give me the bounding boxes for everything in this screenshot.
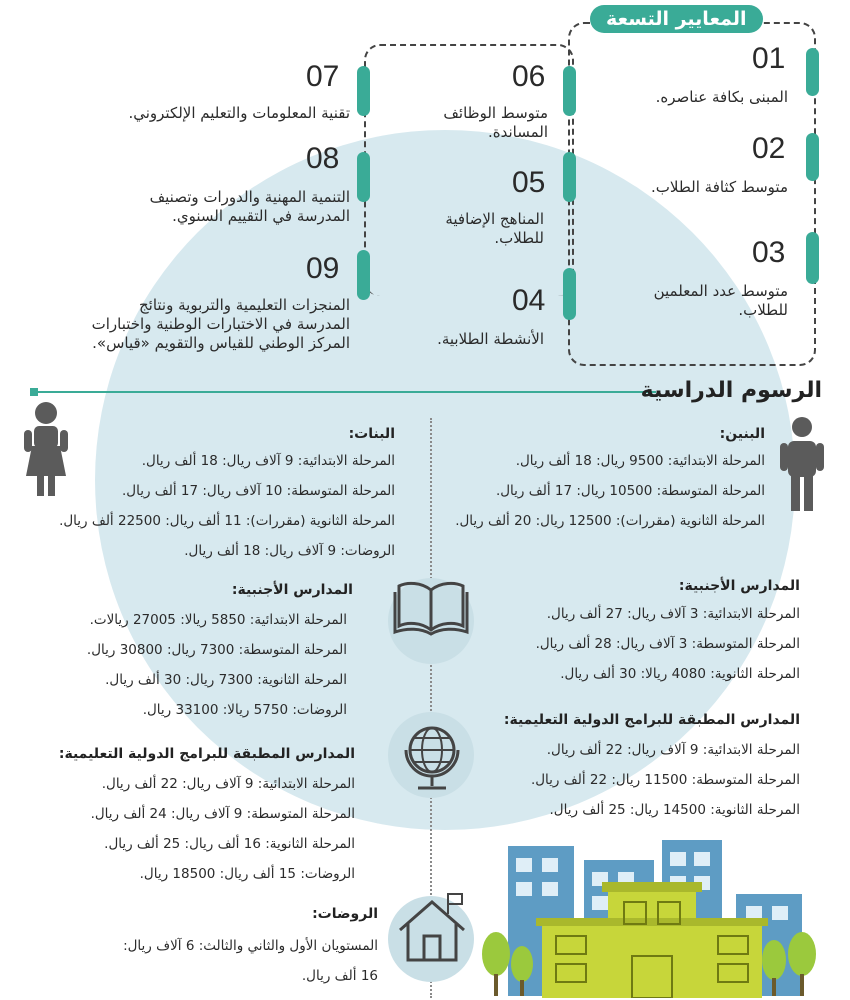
foreign-left-line-2: المرحلة المتوسطة: 7300 ريال: 30800 ريال. <box>86 642 347 658</box>
foreign-right-line-2: المرحلة المتوسطة: 3 آلاف ريال: 28 ألف ريال. <box>535 636 800 652</box>
criteria-text-07: تقنية المعلومات والتعليم الإلكتروني. <box>128 104 350 122</box>
criteria-text-05 <box>445 210 544 248</box>
boys-line-1: المرحلة الابتدائية: 9500 ريال: 18 ألف ريال. <box>515 453 765 469</box>
criteria-text-01: المبنى بكافة عناصره. <box>655 88 788 106</box>
intl-right-line-2: المرحلة المتوسطة: 11500 ريال: 22 ألف ريال. <box>530 772 800 788</box>
foreign-right-line-1: المرحلة الابتدائية: 3 آلاف ريال: 27 ألف ريال. <box>546 606 800 622</box>
criteria-number-02: 02 <box>752 132 786 165</box>
boys-heading: البنين: <box>719 426 765 442</box>
foreign-left-heading: المدارس الأجنبية: <box>231 582 353 598</box>
girls-line-1: المرحلة الابتدائية: 9 آلاف ريال: 18 ألف ريال. <box>141 453 395 469</box>
criteria-text-06 <box>443 104 548 142</box>
criteria-text-09 <box>92 296 350 353</box>
criteria-number-05: 05 <box>512 166 546 199</box>
intl-left-heading: المدارس المطبقة للبرامج الدولية التعليمية: <box>58 746 355 762</box>
girls-line-3: المرحلة الثانوية (مقررات): 11 ألف ريال: 22500 ألف ريال. <box>59 513 395 529</box>
foreign-right-heading: المدارس الأجنبية: <box>678 578 800 594</box>
criteria-text-02: متوسط كثافة الطلاب. <box>651 178 788 196</box>
kindergarten-line-2: 16 ألف ريال. <box>301 968 378 984</box>
boy-icon <box>780 415 824 515</box>
criteria-number-01: 01 <box>752 42 786 75</box>
criteria-number-03: 03 <box>752 236 786 269</box>
boys-line-2: المرحلة المتوسطة: 10500 ريال: 17 ألف ريال. <box>495 483 765 499</box>
criteria-text-06-line-2: المساندة. <box>487 123 548 141</box>
intl-right-line-3: المرحلة الثانوية: 14500 ريال: 25 ألف ريال. <box>549 802 800 818</box>
intl-left-line-3: المرحلة الثانوية: 16 ألف ريال: 25 ألف ريال. <box>104 836 355 852</box>
criteria-marker-02 <box>806 133 819 181</box>
girls-heading: البنات: <box>348 426 395 442</box>
intl-left-line-2: المرحلة المتوسطة: 9 آلاف ريال: 24 ألف ريال. <box>90 806 355 822</box>
house-icon <box>394 892 474 966</box>
criteria-marker-09 <box>357 250 370 300</box>
criteria-text-06-line-1: متوسط الوظائف <box>443 104 548 122</box>
criteria-text-05-line-2: للطلاب. <box>494 229 544 247</box>
criteria-title-badge: المعايير التسعة <box>590 5 763 33</box>
intl-left-line-4: الروضات: 15 ألف ريال: 18500 ريال. <box>139 866 355 882</box>
criteria-marker-05 <box>563 152 576 202</box>
criteria-marker-07 <box>357 66 370 116</box>
criteria-marker-04 <box>563 268 576 320</box>
criteria-text-08 <box>150 188 350 226</box>
criteria-text-03-line-2: للطلاب. <box>738 301 788 319</box>
intl-right-line-1: المرحلة الابتدائية: 9 آلاف ريال: 22 ألف ريال. <box>546 742 800 758</box>
girls-line-2: المرحلة المتوسطة: 10 آلاف ريال: 17 ألف ريال. <box>121 483 395 499</box>
criteria-marker-08 <box>357 152 370 202</box>
criteria-text-09-line-2: المدرسة في الاختبارات الوطنية واختبارات <box>91 315 350 333</box>
globe-icon <box>400 720 464 796</box>
fees-title-rule <box>36 391 656 393</box>
intl-right-heading: المدارس المطبقة للبرامج الدولية التعليمية: <box>503 712 800 728</box>
foreign-right-line-3: المرحلة الثانوية: 4080 ريالا: 30 ألف ريال. <box>560 666 800 682</box>
criteria-text-05-line-1: المناهج الإضافية <box>445 210 544 228</box>
kindergarten-heading: الروضات: <box>312 906 378 922</box>
book-icon <box>393 578 469 638</box>
criteria-text-03-line-1: متوسط عدد المعلمين <box>653 282 788 300</box>
girls-line-4: الروضات: 9 آلاف ريال: 18 ألف ريال. <box>184 543 395 559</box>
foreign-left-line-4: الروضات: 5750 ريالا: 33100 ريال. <box>142 702 347 718</box>
boys-line-3: المرحلة الثانوية (مقررات): 12500 ريال: 20 ألف ريال. <box>455 513 765 529</box>
foreign-left-line-3: المرحلة الثانوية: 7300 ريال: 30 ألف ريال. <box>105 672 347 688</box>
girl-icon <box>22 400 70 500</box>
criteria-text-03 <box>654 282 788 320</box>
criteria-text-08-line-1: التنمية المهنية والدورات وتصنيف <box>149 188 350 206</box>
criteria-number-04: 04 <box>512 284 546 317</box>
criteria-number-07: 07 <box>306 60 340 93</box>
intl-left-line-1: المرحلة الابتدائية: 9 آلاف ريال: 22 ألف ريال. <box>101 776 355 792</box>
criteria-number-09: 09 <box>306 252 340 285</box>
fees-title-rule-dot <box>30 388 38 396</box>
criteria-marker-03 <box>806 232 819 284</box>
criteria-number-06: 06 <box>512 60 546 93</box>
fees-title: الرسوم الدراسية <box>640 378 822 403</box>
kindergarten-line-1: المستويان الأول والثاني والثالث: 6 آلاف ريال: <box>123 938 378 954</box>
criteria-number-08: 08 <box>306 142 340 175</box>
criteria-text-09-line-3: المركز الوطني للقياس والتقويم «قياس». <box>92 334 350 352</box>
foreign-left-line-1: المرحلة الابتدائية: 5850 ريالا: 27005 ريالات. <box>89 612 347 628</box>
criteria-marker-01 <box>806 48 819 96</box>
criteria-text-04: الأنشطة الطلابية. <box>437 330 544 348</box>
school-buildings-illustration <box>478 826 820 998</box>
criteria-text-08-line-2: المدرسة في التقييم السنوي. <box>172 207 350 225</box>
criteria-text-09-line-1: المنجزات التعليمية والتربوية ونتائج <box>138 296 350 314</box>
criteria-marker-06 <box>563 66 576 116</box>
